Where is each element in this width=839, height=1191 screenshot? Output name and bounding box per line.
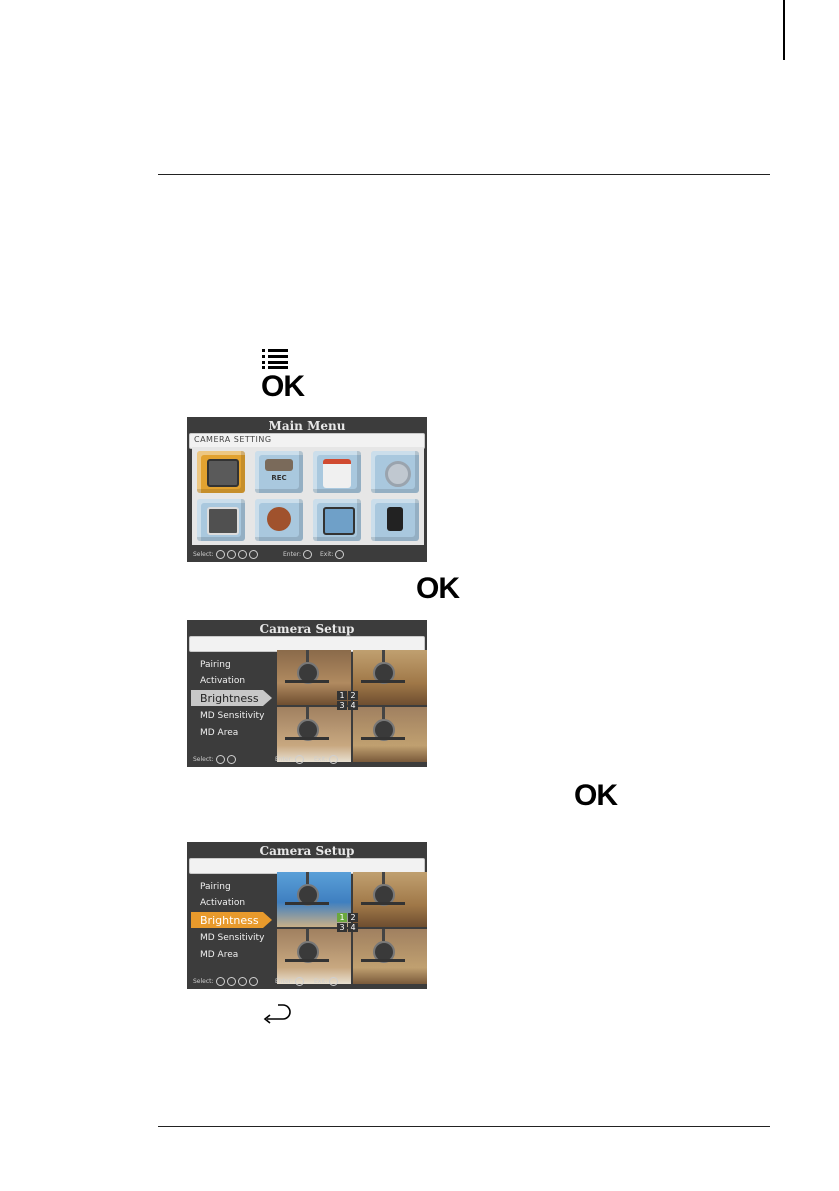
menu-item-md-sensitivity[interactable]: MD Sensitivity — [200, 711, 265, 721]
crop-mark — [783, 0, 785, 60]
right-arrow-icon — [227, 550, 236, 559]
camera-setup-screenshot-1 — [187, 620, 427, 767]
footer-rule — [158, 1126, 770, 1127]
menu-item-brightness[interactable]: Brightness — [191, 912, 263, 928]
camera-number[interactable]: 3 — [337, 701, 347, 710]
up-arrow-icon — [249, 550, 258, 559]
menu-item-activation[interactable]: Activation — [200, 676, 246, 686]
menu-tile-grid — [192, 447, 424, 545]
down-arrow-icon — [238, 550, 247, 559]
display-icon[interactable] — [313, 499, 361, 541]
camera-number[interactable]: 2 — [348, 913, 358, 922]
ok-icon — [295, 977, 304, 986]
screen-title: Main Menu — [268, 419, 346, 433]
menu-item-brightness[interactable]: Brightness — [191, 690, 263, 706]
settings-icon[interactable] — [371, 451, 419, 493]
camera-preview-2 — [353, 650, 427, 705]
left-arrow-icon — [216, 550, 225, 559]
camera-preview-3 — [277, 707, 351, 762]
screen-footer: Select: Enter: Exit: — [193, 977, 421, 987]
return-icon — [329, 977, 338, 986]
left-arrow-icon — [216, 977, 225, 986]
return-icon — [329, 755, 338, 764]
camera-number[interactable]: 4 — [348, 701, 358, 710]
camera-number-grid — [337, 691, 358, 710]
ok-button-icon: OK — [574, 779, 617, 812]
menu-item-md-area[interactable]: MD Area — [200, 728, 239, 738]
screen-title: Camera Setup — [259, 622, 355, 636]
camera-number[interactable]: 1 — [337, 691, 347, 700]
camera-preview-4 — [353, 929, 427, 984]
clock-icon[interactable] — [255, 499, 303, 541]
ok-icon — [295, 755, 304, 764]
camera-preview-3 — [277, 929, 351, 984]
screen-subtitle: CAMERA SETTING — [194, 435, 272, 444]
main-menu-screenshot — [187, 417, 427, 562]
ok-button-icon: OK — [261, 370, 304, 403]
down-arrow-icon — [238, 977, 247, 986]
menu-list-icon — [262, 348, 288, 370]
camera-number[interactable]: 3 — [337, 923, 347, 932]
return-arrow-icon — [262, 1003, 292, 1025]
snapshot-icon[interactable] — [197, 499, 245, 541]
menu-item-pairing[interactable]: Pairing — [200, 882, 231, 892]
camera-number[interactable]: 2 — [348, 691, 358, 700]
menu-item-md-area[interactable]: MD Area — [200, 950, 239, 960]
header-rule — [158, 174, 770, 175]
camera-setup-screenshot-2 — [187, 842, 427, 989]
up-arrow-icon — [249, 977, 258, 986]
up-arrow-icon — [227, 755, 236, 764]
calendar-icon[interactable] — [313, 451, 361, 493]
record-icon[interactable]: REC — [255, 451, 303, 493]
right-arrow-icon — [227, 977, 236, 986]
screen-footer: Select: Enter: Exit: — [193, 755, 421, 765]
camera-number[interactable]: 1 — [337, 913, 347, 922]
return-icon — [335, 550, 344, 559]
menu-item-activation[interactable]: Activation — [200, 898, 246, 908]
camera-preview-4 — [353, 707, 427, 762]
camera-number[interactable]: 4 — [348, 923, 358, 932]
camera-number-grid — [337, 913, 358, 932]
menu-item-md-sensitivity[interactable]: MD Sensitivity — [200, 933, 265, 943]
ok-icon — [303, 550, 312, 559]
down-arrow-icon — [216, 755, 225, 764]
sd-card-icon[interactable] — [371, 499, 419, 541]
screen-footer: Select: Enter: Exit: — [193, 550, 421, 560]
screen-title: Camera Setup — [259, 844, 355, 858]
camera-preview-2 — [353, 872, 427, 927]
ok-button-icon: OK — [416, 572, 459, 605]
menu-item-pairing[interactable]: Pairing — [200, 660, 231, 670]
camera-setup-icon[interactable] — [197, 451, 245, 493]
